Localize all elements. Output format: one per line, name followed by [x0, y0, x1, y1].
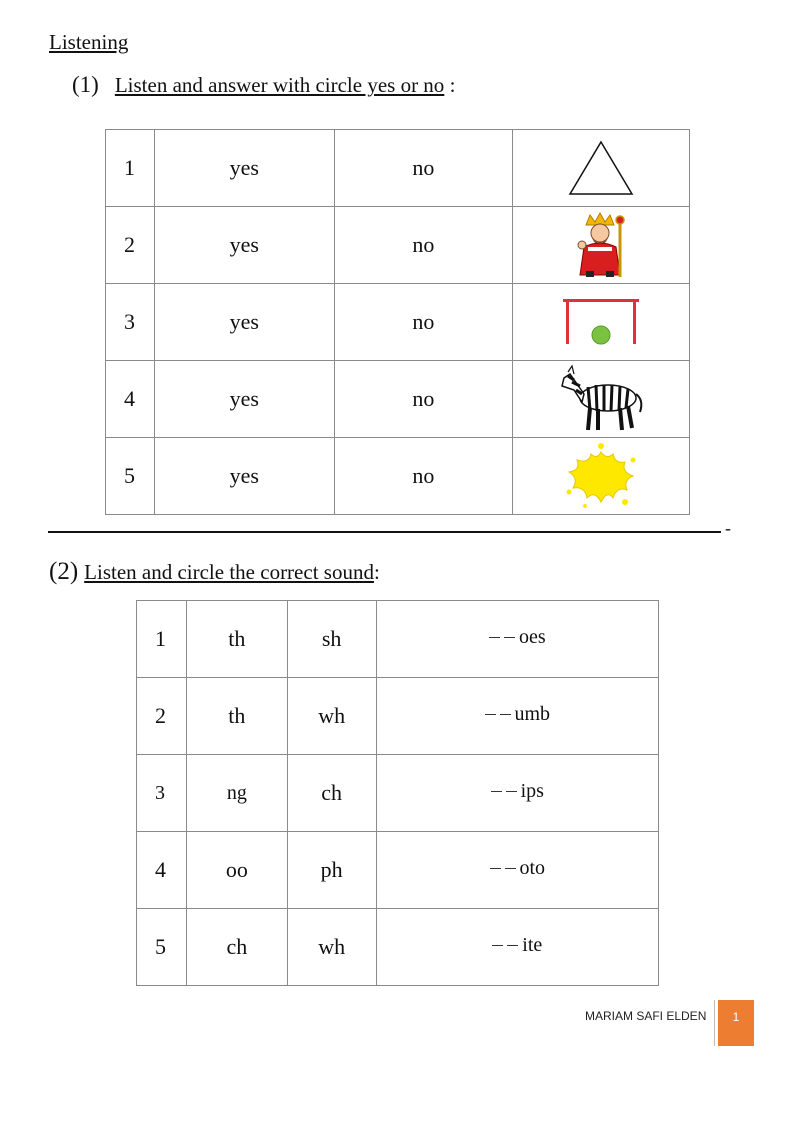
no-option[interactable]: no — [334, 361, 513, 438]
sound-option-b[interactable]: ph — [287, 832, 376, 909]
sound-option-b[interactable]: wh — [287, 909, 376, 986]
row-number: 5 — [137, 909, 187, 986]
table-row — [106, 130, 690, 207]
word-ending: oes — [518, 626, 546, 648]
question-2-instruction: Listen and circle the correct sound — [84, 560, 374, 584]
word-ending: oto — [519, 857, 546, 879]
blank-lines — [492, 931, 522, 957]
table-row — [106, 361, 690, 438]
sound-option-a[interactable]: ch — [186, 909, 287, 986]
yes-no-table — [105, 129, 690, 515]
blank-lines — [490, 854, 520, 880]
blank-lines — [489, 623, 519, 649]
sound-option-a[interactable]: th — [186, 601, 287, 678]
word-ending: ite — [522, 934, 543, 956]
picture-cell — [513, 130, 690, 207]
word-cell — [376, 755, 658, 832]
no-option[interactable]: no — [334, 130, 513, 207]
yes-option[interactable]: yes — [154, 207, 334, 284]
row-number: 4 — [106, 361, 155, 438]
yes-option[interactable]: yes — [154, 284, 334, 361]
question-1-number: (1) — [72, 72, 99, 97]
row-number: 4 — [137, 832, 187, 909]
row-number: 1 — [137, 601, 187, 678]
sound-option-b[interactable]: sh — [287, 601, 376, 678]
table-row — [137, 678, 659, 755]
sound-table — [136, 600, 659, 986]
row-number: 3 — [106, 284, 155, 361]
no-option[interactable]: no — [334, 207, 513, 284]
section-divider — [48, 531, 721, 533]
goal-ball-icon — [561, 296, 641, 348]
row-number: 5 — [106, 438, 155, 515]
footer-author: MARIAM SAFI ELDEN — [585, 1009, 707, 1023]
no-option[interactable]: no — [334, 284, 513, 361]
king-icon — [568, 211, 634, 279]
word-ending: umb — [514, 703, 551, 725]
row-number: 3 — [137, 755, 187, 832]
table-row — [137, 832, 659, 909]
yes-option[interactable]: yes — [154, 361, 334, 438]
question-1-suffix: : — [444, 73, 456, 97]
table-row — [137, 601, 659, 678]
picture-cell — [513, 361, 690, 438]
word-cell — [376, 678, 658, 755]
table-row — [106, 207, 690, 284]
question-2-heading — [49, 558, 380, 586]
row-number: 2 — [106, 207, 155, 284]
blank-lines — [485, 700, 515, 726]
row-number: 2 — [137, 678, 187, 755]
sound-option-a[interactable]: ng — [186, 755, 287, 832]
picture-cell — [513, 438, 690, 515]
sound-option-a[interactable]: oo — [186, 832, 287, 909]
question-1-heading — [72, 72, 455, 98]
table-row — [137, 909, 659, 986]
yellow-splash-icon — [563, 442, 639, 510]
word-ending: ips — [520, 780, 544, 802]
sound-option-b[interactable]: wh — [287, 678, 376, 755]
word-cell — [376, 832, 658, 909]
table-row — [106, 284, 690, 361]
picture-cell — [513, 284, 690, 361]
divider-dash: - — [725, 518, 731, 538]
yes-option[interactable]: yes — [154, 438, 334, 515]
question-1-instruction: Listen and answer with circle yes or no — [114, 73, 445, 97]
yes-option[interactable]: yes — [154, 130, 334, 207]
zebra-icon — [556, 364, 646, 434]
question-2-suffix: : — [373, 560, 380, 584]
word-cell — [376, 601, 658, 678]
picture-cell — [513, 207, 690, 284]
page-number: 1 — [718, 1000, 754, 1046]
question-2-number: (2) — [49, 558, 79, 585]
table-row — [106, 438, 690, 515]
word-cell — [376, 909, 658, 986]
blank-lines — [491, 777, 521, 803]
sound-option-b[interactable]: ch — [287, 755, 376, 832]
row-number: 1 — [106, 130, 155, 207]
table-row — [137, 755, 659, 832]
section-title: Listening — [49, 30, 129, 54]
sound-option-a[interactable]: th — [186, 678, 287, 755]
no-option[interactable]: no — [334, 438, 513, 515]
triangle-icon — [566, 138, 636, 198]
